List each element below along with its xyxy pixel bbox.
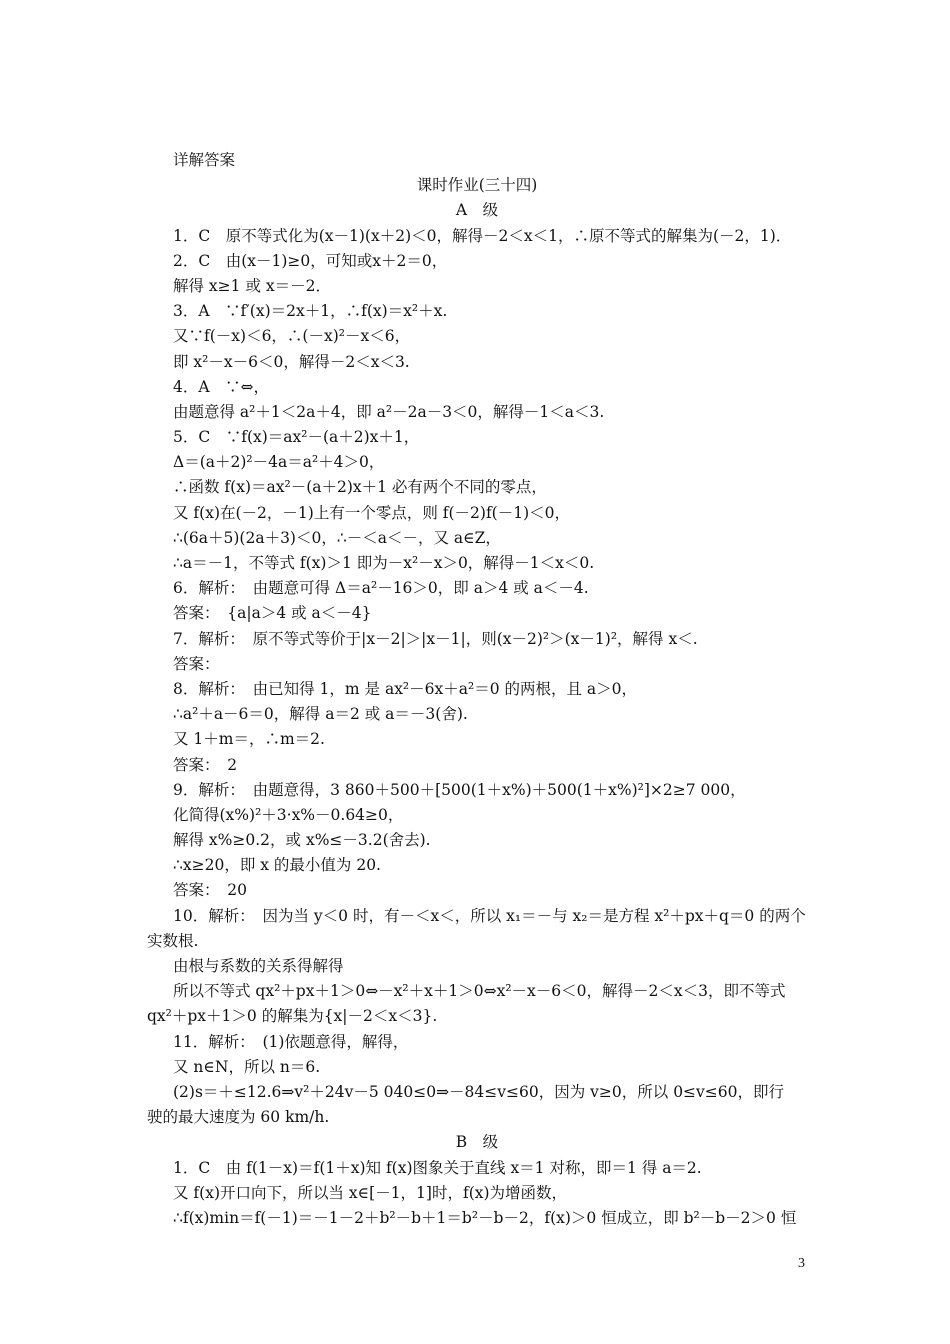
answer-line: Δ＝(a＋2)²－4a＝a²＋4＞0， xyxy=(173,453,385,472)
answer-line: 答案： 2 xyxy=(173,755,238,774)
section-b-level: B 级 xyxy=(455,1133,499,1152)
answer-line: 由题意得 a²＋1＜2a＋4，即 a²－2a－3＜0，解得－1＜a＜3. xyxy=(173,402,605,421)
answer-line: 所以不等式 qx²＋px＋1＞0⇔－x²＋x＋1＞0⇔x²－x－6＜0，解得－2＜x＜3，即不等式 xyxy=(173,982,786,1001)
answer-line: 7．解析： 原不等式等价于|x－2|＞|x－1|，则(x－2)²＞(x－1)²，解得 x＜. xyxy=(173,629,698,648)
answer-line: 4．A ∵⇔， xyxy=(173,377,270,396)
answer-line: 3．A ∵f′(x)＝2x＋1，∴f(x)＝x²＋x. xyxy=(173,302,448,321)
answer-line: 又∵f(－x)＜6，∴(－x)²－x＜6， xyxy=(173,327,411,346)
answer-line: 解得 x≥1 或 x＝－2． xyxy=(173,276,331,295)
answer-line: 6．解析： 由题意可得 Δ＝a²－16＞0，即 a＞4 或 a＜－4. xyxy=(173,579,589,598)
answer-line: ∴x≥20，即 x 的最小值为 20. xyxy=(173,856,381,875)
answer-line: 又 f(x)开口向下，所以当 x∈[－1，1]时，f(x)为增函数， xyxy=(173,1183,568,1202)
page-title: 课时作业(三十四) xyxy=(416,176,538,195)
answer-line: ∴a＝－1，不等式 f(x)＞1 即为－x²－x＞0，解得－1＜x＜0. xyxy=(173,554,595,572)
answer-line: 9．解析： 由题意得，3 860＋500＋[500(1＋x%)＋500(1＋x%)²]×2≥7 000， xyxy=(173,780,746,799)
answer-line: 又 f(x)在(－2，－1)上有一个零点，则 f(－2)f(－1)＜0， xyxy=(173,503,570,522)
answer-line-continuation: 实数根. xyxy=(147,931,199,950)
answer-line: 答案： xyxy=(173,654,220,673)
answer-line-continuation: 驶的最大速度为 60 km/h. xyxy=(147,1108,330,1127)
answer-line: ∴(6a＋5)(2a＋3)＜0，∴－＜a＜－，又 a∈Z， xyxy=(173,528,501,547)
answer-line: ∴a²＋a－6＝0，解得 a＝2 或 a＝－3(舍). xyxy=(173,705,468,724)
answer-line: ∴f(x)min＝f(－1)＝－1－2＋b²－b＋1＝b²－b－2，f(x)＞0 恒成立，即 b²－b－2＞0 恒 xyxy=(173,1208,797,1227)
answer-line: 由根与系数的关系得解得 xyxy=(173,957,344,975)
answer-line: 2．C 由(x－1)≥0，可知或x＋2＝0， xyxy=(173,251,448,270)
answer-line: 又 1＋m＝，∴m＝2. xyxy=(173,730,325,749)
page-number: 3 xyxy=(798,1256,805,1271)
answer-line: 又 n∈N，所以 n＝6. xyxy=(173,1057,321,1076)
answer-line: 8．解析： 由已知得 1，m 是 ax²－6x＋a²＝0 的两根，且 a＞0， xyxy=(173,679,638,698)
answer-line: 1．C 原不等式化为(x－1)(x＋2)＜0，解得－2＜x＜1，∴原不等式的解集为(－2，1)． xyxy=(173,226,792,245)
answer-line: 答案： 20 xyxy=(173,881,247,900)
answer-line: ∴函数 f(x)＝ax²－(a＋2)x＋1 必有两个不同的零点， xyxy=(173,478,547,497)
answer-line: 11．解析： (1)依题意得，解得， xyxy=(173,1032,409,1051)
answer-line: 解得 x%≥0.2，或 x%≤－3.2(舍去). xyxy=(173,831,431,850)
answer-line: 1．C 由 f(1－x)＝f(1＋x)知 f(x)图象关于直线 x＝1 对称，即＝1 得 a＝2. xyxy=(173,1158,702,1177)
answer-line-continuation: qx²＋px＋1＞0 的解集为{x|－2＜x＜3}. xyxy=(147,1007,438,1026)
answer-line: 化简得(x%)²＋3·x%－0.64≥0， xyxy=(173,805,404,824)
answer-line: (2)s＝＋≤12.6⇒v²＋24v－5 040≤0⇒－84≤v≤60，因为 v≥0，所以 0≤v≤60，即行 xyxy=(173,1082,785,1101)
answer-line: 答案： {a|a＞4 或 a＜－4} xyxy=(173,604,372,623)
answer-content xyxy=(147,148,807,1231)
section-a-level: A 级 xyxy=(455,201,499,220)
header: 详解答案 xyxy=(173,151,236,169)
answer-line: 5．C ∵f(x)＝ax²－(a＋2)x＋1， xyxy=(173,428,420,447)
answer-line: 即 x²－x－6＜0，解得－2＜x＜3. xyxy=(173,352,410,371)
answer-line: 10．解析： 因为当 y＜0 时，有－＜x＜，所以 x₁＝－与 x₂＝是方程 x²＋px＋q＝0 的两个 xyxy=(173,906,806,925)
